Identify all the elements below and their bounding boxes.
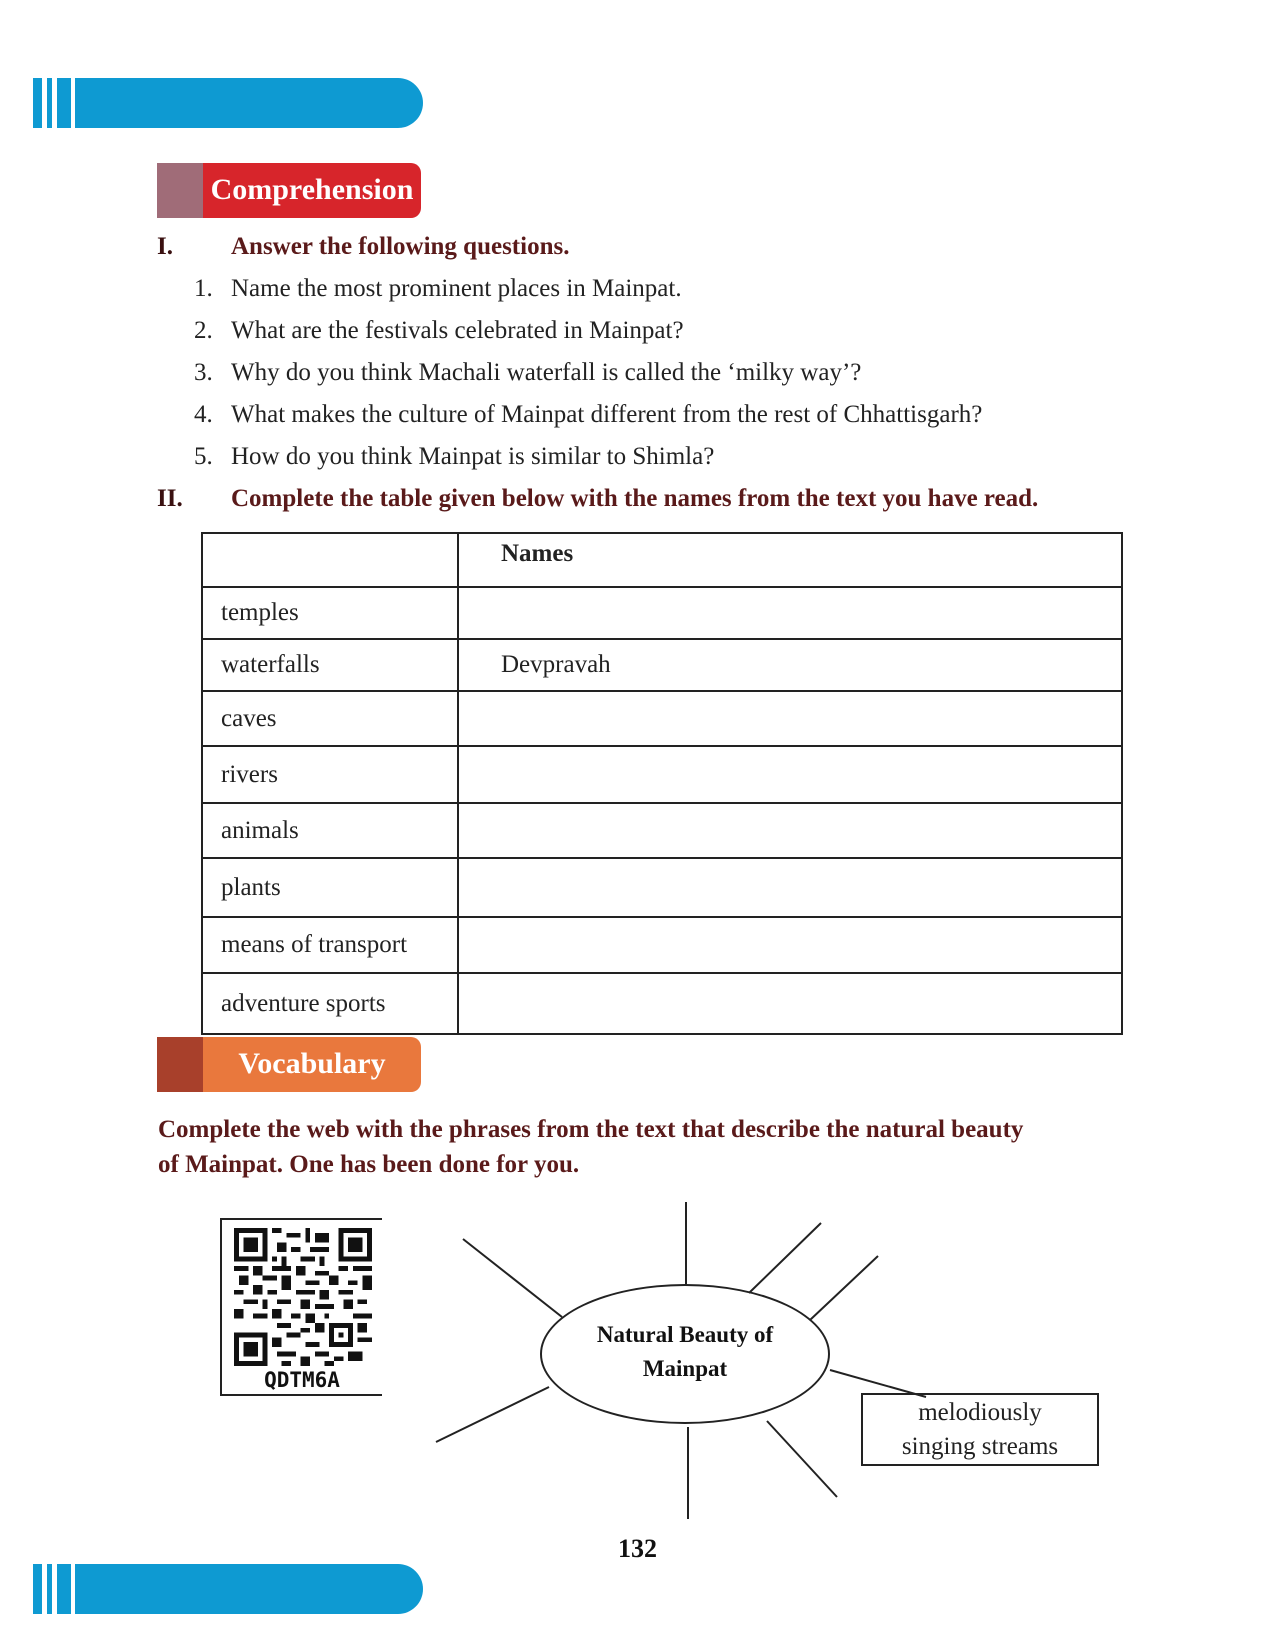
web-example-line: melodiously [918,1399,1042,1426]
qr-caption: QDTM6A [264,1368,340,1392]
bottom-decorative-bar [33,1564,423,1614]
part1-numeral: I. [157,233,173,260]
part2-numeral: II. [157,485,183,512]
row-label: adventure sports [202,973,458,1034]
row-label: caves [202,691,458,746]
vocabulary-label: Vocabulary [203,1037,421,1092]
instruction-line: Complete the web with the phrases from the text that describe the natural beauty [158,1116,1024,1143]
web-example-line: singing streams [901,1433,1059,1460]
question-text: What are the festivals celebrated in Mainpat? [231,317,684,344]
part2-heading: Complete the table given below with the names from the text you have read. [231,485,1039,512]
web-spoke [436,1387,549,1442]
row-label: waterfalls [202,639,458,691]
web-example-box [861,1393,1099,1466]
table-header-names: Names [458,533,1122,587]
page-number: 132 [618,1534,657,1563]
web-spoke [767,1421,837,1497]
row-label: animals [202,803,458,858]
web-spoke [749,1223,821,1293]
question-text: What makes the culture of Mainpat different from the rest of Chhattisgarh? [231,401,983,428]
question-number: 1. [194,275,213,302]
row-label: means of transport [202,917,458,973]
question-text: Name the most prominent places in Mainpat. [231,275,682,302]
instruction-line: of Mainpat. One has been done for you. [158,1151,580,1178]
comprehension-label: Comprehension [203,163,421,218]
question-number: 5. [194,443,213,470]
web-spoke [810,1256,878,1320]
web-center-line: Natural Beauty of [596,1322,774,1347]
row-label: temples [202,587,458,639]
row-label: rivers [202,746,458,803]
row-label: plants [202,858,458,917]
row-value: Devpravah [458,639,1122,691]
web-center-ellipse [540,1284,830,1424]
web-center-line: Mainpat [642,1356,728,1381]
question-text: Why do you think Machali waterfall is called the ‘milky way’? [231,359,862,386]
question-number: 3. [194,359,213,386]
question-text: How do you think Mainpat is similar to Shimla? [231,443,715,470]
question-number: 2. [194,317,213,344]
web-spoke [463,1239,562,1317]
part1-heading: Answer the following questions. [231,233,570,260]
question-number: 4. [194,401,213,428]
web-center-title [542,1318,828,1386]
